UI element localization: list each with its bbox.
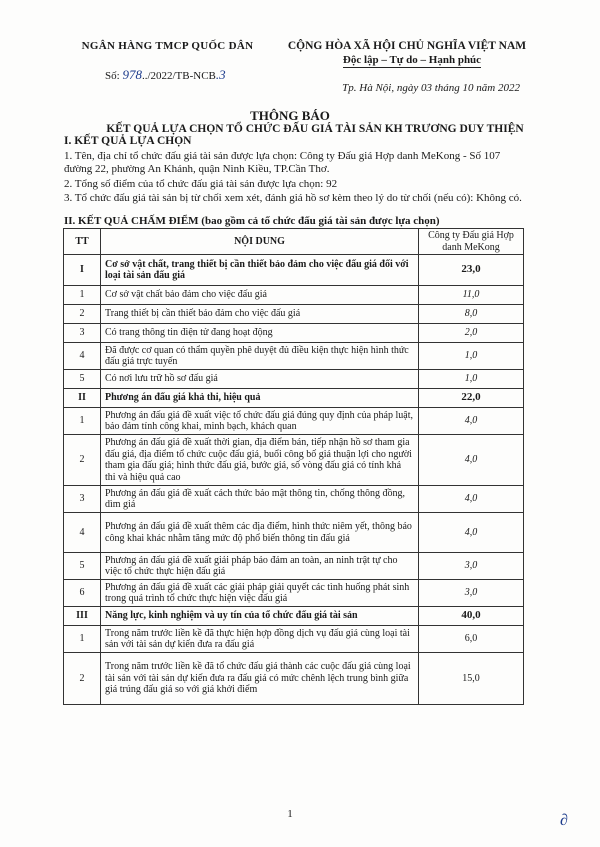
bank-name: NGÂN HÀNG TMCP QUỐC DÂN — [81, 40, 254, 52]
row-number: 2 — [64, 305, 101, 324]
table-row — [64, 653, 524, 705]
row-content: Cơ sở vật chất bảo đảm cho việc đấu giá — [101, 286, 419, 305]
table-row — [64, 324, 524, 343]
row-content: Phương án đấu giá đề xuất cách thức bảo mật thông tin, chống thông đồng, dìm giá — [101, 486, 419, 513]
motto-text: Độc lập – Tự do – Hạnh phúc — [342, 54, 482, 66]
page-number: 1 — [287, 808, 293, 820]
row-number: 2 — [64, 435, 101, 486]
row-number: II — [64, 389, 101, 408]
row-number: 3 — [64, 324, 101, 343]
row-score: 23,0 — [419, 255, 524, 286]
row-content: Phương án đấu giá đề xuất việc tổ chức đấu giá đúng quy định của pháp luật, bảo đảm tính công khai, minh bạch, khách quan — [101, 408, 419, 435]
row-score: 3,0 — [419, 580, 524, 607]
national-motto — [262, 54, 562, 66]
document-subtitle: KẾT QUẢ LỰA CHỌN TỔ CHỨC ĐẤU GIÁ TÀI SẢN KH TRƯƠNG DUY THIỆN — [106, 123, 524, 135]
document-number — [105, 67, 226, 83]
row-score: 22,0 — [419, 389, 524, 408]
row-score: 4,0 — [419, 513, 524, 553]
doc-number-handwritten: 978 — [122, 67, 142, 82]
row-score: 40,0 — [419, 607, 524, 626]
table-row — [64, 408, 524, 435]
row-content: Phương án đấu giá đề xuất giải pháp bảo đảm an toàn, an ninh trật tự cho việc tổ chức thực hiện đấu giá — [101, 553, 419, 580]
table-row — [64, 305, 524, 324]
row-content: Trong năm trước liền kề đã thực hiện hợp đồng dịch vụ đấu giá cùng loại tài sản với tài sản dự kiến đưa ra đấu giá — [101, 626, 419, 653]
row-number: 5 — [64, 553, 101, 580]
national-title: CỘNG HÒA XÃ HỘI CHỦ NGHĨA VIỆT NAM — [287, 40, 527, 52]
table-row — [64, 389, 524, 408]
table-row — [64, 607, 524, 626]
column-header-tt: TT — [64, 229, 101, 255]
row-score: 4,0 — [419, 435, 524, 486]
scoring-table — [63, 228, 524, 705]
column-header-content: NỘI DUNG — [101, 229, 419, 255]
row-content: Phương án đấu giá đề xuất thêm các địa điểm, hình thức niêm yết, thông báo công khai khác nhằm tăng mức độ phổ biến thông tin đấu giá — [101, 513, 419, 553]
table-body — [64, 255, 524, 705]
row-score: 8,0 — [419, 305, 524, 324]
table-row — [64, 286, 524, 305]
table-row — [64, 626, 524, 653]
row-number: III — [64, 607, 101, 626]
row-content: Trong năm trước liền kề đã tổ chức đấu giá thành các cuộc đấu giá cùng loại tài sản với tài sản dự kiến đưa ra đấu giá có mức chênh lệch trung bình giữa giá trúng đấu giá so với giá khởi điểm — [101, 653, 419, 705]
row-content: Đã được cơ quan có thẩm quyền phê duyệt đủ điều kiện thực hiện hình thức đấu giá trực tuyến — [101, 343, 419, 370]
table-row — [64, 553, 524, 580]
row-score: 2,0 — [419, 324, 524, 343]
section-heading-1: I. KẾT QUẢ LỰA CHỌN — [64, 135, 192, 147]
row-number: 4 — [64, 343, 101, 370]
column-header-org: Công ty Đấu giá Hợp danh MeKong — [419, 229, 524, 255]
paragraph-selected-org: 1. Tên, địa chỉ tổ chức đấu giá tài sản được lựa chọn: Công ty Đấu giá Hợp danh MeKong - Số 107 đường 22, phường An Khánh, quận Ninh Kiều, TP.Cần Thơ. — [64, 150, 501, 175]
table-row — [64, 486, 524, 513]
row-content: Trang thiết bị cần thiết bảo đảm cho việc đấu giá — [101, 305, 419, 324]
table-row — [64, 513, 524, 553]
row-content: Năng lực, kinh nghiệm và uy tín của tổ chức đấu giá tài sản — [101, 607, 419, 626]
row-score: 3,0 — [419, 553, 524, 580]
doc-number-tail: .3 — [215, 67, 226, 82]
table-row — [64, 343, 524, 370]
table-row — [64, 435, 524, 486]
row-number: 6 — [64, 580, 101, 607]
row-score: 1,0 — [419, 343, 524, 370]
row-score: 4,0 — [419, 408, 524, 435]
table-row — [64, 370, 524, 389]
doc-number-suffix: ../2022/TB-NCB — [141, 70, 216, 82]
doc-number-prefix: Số: — [105, 70, 123, 82]
row-score: 1,0 — [419, 370, 524, 389]
row-score: 6,0 — [419, 626, 524, 653]
row-content: Có nơi lưu trữ hồ sơ đấu giá — [101, 370, 419, 389]
row-content: Cơ sở vật chất, trang thiết bị cần thiết bảo đảm cho việc đấu giá đối với loại tài sản đấu giá — [101, 255, 419, 286]
initial-signature: ∂ — [560, 812, 568, 829]
row-number: I — [64, 255, 101, 286]
row-number: 1 — [64, 626, 101, 653]
table-row — [64, 255, 524, 286]
section-heading-2: II. KẾT QUẢ CHẤM ĐIỂM (bao gồm cả tổ chức đấu giá tài sản được lựa chọn) — [64, 215, 440, 227]
row-content: Phương án đấu giá khả thi, hiệu quả — [101, 389, 419, 408]
row-score: 15,0 — [419, 653, 524, 705]
paragraph-rejected-orgs: 3. Tổ chức đấu giá tài sản bị từ chối xem xét, đánh giá hồ sơ kèm theo lý do từ chối (nếu có): Không có. — [64, 192, 522, 204]
document-title: THÔNG BÁO — [250, 108, 330, 123]
row-content: Có trang thông tin điện tử đang hoạt động — [101, 324, 419, 343]
row-number: 1 — [64, 286, 101, 305]
row-number: 1 — [64, 408, 101, 435]
place-date: Tp. Hà Nội, ngày 03 tháng 10 năm 2022 — [342, 82, 520, 94]
row-score: 11,0 — [419, 286, 524, 305]
row-number: 5 — [64, 370, 101, 389]
row-content: Phương án đấu giá đề xuất thời gian, địa điểm bán, tiếp nhận hồ sơ tham gia đấu giá, địa điểm tổ chức cuộc đấu giá, buổi công bố giá thuận lợi cho người tham gia đấu giá; hình thức đấu giá, bước giá, số vòng đấu giá có tính khả thi và hiệu quả cao — [101, 435, 419, 486]
paragraph-total-score: 2. Tổng số điểm của tổ chức đấu giá tài sản được lựa chọn: 92 — [64, 178, 338, 190]
row-number: 3 — [64, 486, 101, 513]
table-header-row — [64, 229, 524, 255]
row-number: 4 — [64, 513, 101, 553]
row-number: 2 — [64, 653, 101, 705]
table-row — [64, 580, 524, 607]
row-score: 4,0 — [419, 486, 524, 513]
row-content: Phương án đấu giá đề xuất các giải pháp giải quyết các tình huống phát sinh trong quá trình tổ chức thực hiện việc đấu giá — [101, 580, 419, 607]
